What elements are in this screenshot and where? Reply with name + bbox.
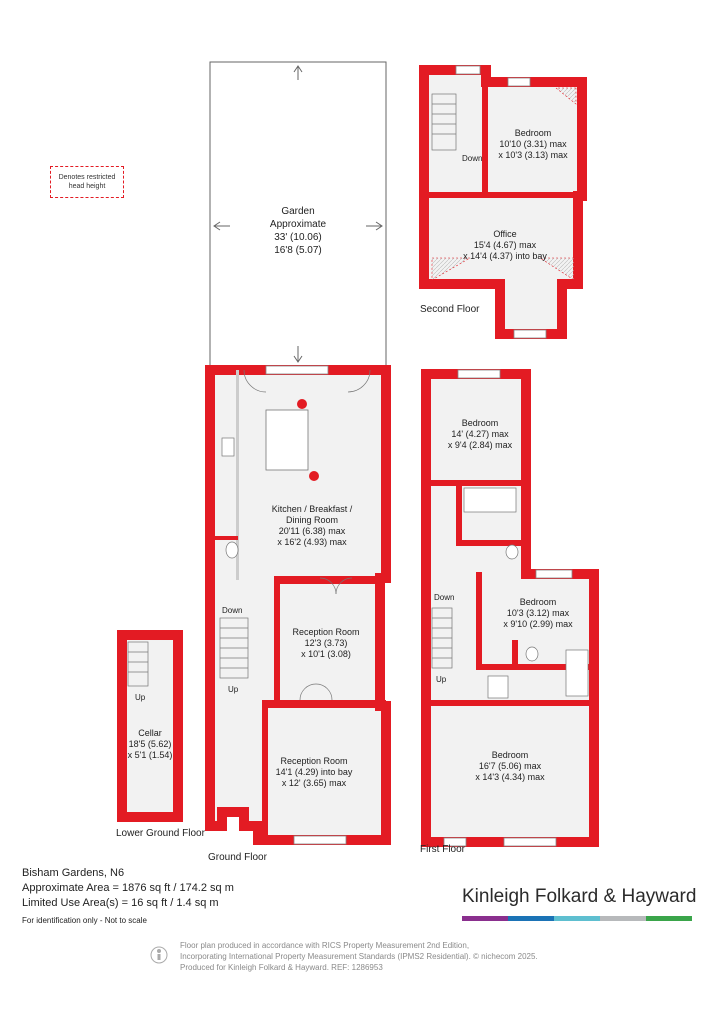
reception-room-2-label: Reception Room [280, 756, 348, 766]
reception-room-2-dim-2: x 12' (3.65) max [281, 778, 347, 788]
kitchen-dim-2: x 16'2 (4.93) max [277, 537, 347, 547]
legal-line-2: Incorporating International Property Measurement Standards (IPMS2 Residential). © nichecom 2025. [180, 952, 538, 961]
bedroom-3-dim-2: x 14'3 (4.34) max [475, 772, 545, 782]
window [458, 370, 500, 378]
first-floor-plan [420, 370, 594, 855]
bath [464, 488, 516, 512]
bedroom-1-dim-2: x 9'4 (2.84) max [447, 440, 513, 450]
limited-use-area: Limited Use Area(s) = 16 sq ft / 1.4 sq m [22, 897, 219, 909]
identification-note: For identification only - Not to scale [22, 916, 147, 925]
first-floor-label: First Floor [420, 844, 465, 855]
reception-room-1-dim-2: x 10'1 (3.08) [301, 649, 351, 659]
bedroom-2-dim-1: 10'3 (3.12) max [506, 608, 570, 618]
bedroom-2-dim-2: x 9'10 (2.99) max [503, 619, 573, 629]
person-icon [150, 942, 168, 968]
stairs-down-label: Down [462, 154, 483, 163]
bath [566, 650, 588, 696]
office-dim-2: x 14'4 (4.37) into bay [463, 251, 547, 261]
approximate-area: Approximate Area = 1876 sq ft / 174.2 sq m [22, 882, 234, 894]
bedroom-3-dim-1: 16'7 (5.06) max [478, 761, 542, 771]
brand-bar-segment [554, 916, 600, 921]
reception-room-1-dim-1: 12'3 (3.73) [304, 638, 348, 648]
bay-window [294, 836, 346, 844]
hob [222, 438, 234, 456]
kitchen-island [266, 410, 308, 470]
garden-qualifier: Approximate [269, 219, 327, 230]
cellar-dim-1: 18'5 (5.62) [128, 739, 172, 749]
window [456, 66, 480, 74]
bay-window [514, 330, 546, 338]
property-summary [22, 866, 234, 928]
ground-floor-plan [208, 366, 386, 863]
kitchen-label: Kitchen / Breakfast / [271, 504, 353, 514]
garden-dim-1: 33' (10.06) [274, 232, 322, 243]
garden [210, 62, 386, 370]
window [536, 570, 572, 578]
reception-room-1-label: Reception Room [292, 627, 360, 637]
stairs-up-label: Up [436, 675, 447, 684]
stairs-up-label: Up [228, 685, 239, 694]
legal-line-3: Produced for Kinleigh Folkard & Hayward. REF: 1286953 [180, 963, 383, 972]
bedroom-3-label: Bedroom [491, 750, 529, 760]
agent-brand-name: Kinleigh Folkard & Hayward [462, 886, 697, 907]
toilet [526, 647, 538, 661]
kitchen-label-2: Dining Room [285, 515, 339, 525]
second-floor-plan [420, 66, 582, 338]
second-floor-bedroom-label: Bedroom [514, 128, 552, 138]
column-marker [297, 399, 307, 409]
reception-room-2-dim-1: 14'1 (4.29) into bay [275, 767, 353, 777]
cellar-label: Cellar [138, 728, 162, 738]
office-label: Office [493, 229, 517, 239]
brand-bar-segment [600, 916, 646, 921]
shower [488, 676, 508, 698]
brand-color-bar [462, 916, 692, 921]
bedroom-1-label: Bedroom [461, 418, 499, 428]
legend-text-1: Denotes restricted [58, 174, 116, 181]
toilet [506, 545, 518, 559]
window [266, 366, 328, 374]
toilet [226, 542, 238, 558]
cellar-up-label: Up [135, 693, 146, 702]
brand-bar-segment [646, 916, 692, 921]
column-marker [309, 471, 319, 481]
address: Bisham Gardens, N6 [22, 867, 125, 879]
legal-disclaimer [180, 940, 538, 973]
stairs-down-label: Down [434, 593, 455, 602]
bay-window [504, 838, 556, 846]
garden-name: Garden [281, 206, 315, 217]
second-floor-bedroom-dim-2: x 10'3 (3.13) max [498, 150, 568, 160]
legal-line-1: Floor plan produced in accordance with RICS Property Measurement 2nd Edition, [180, 941, 470, 950]
legend-text-2: head height [68, 183, 106, 190]
lower-ground-floor-label: Lower Ground Floor [116, 828, 205, 839]
bedroom-1-dim-1: 14' (4.27) max [451, 429, 509, 439]
bedroom-2-label: Bedroom [519, 597, 557, 607]
brand-bar-segment [508, 916, 554, 921]
garden-dim-2: 16'8 (5.07) [274, 245, 322, 256]
window [508, 78, 530, 86]
kitchen-dim-1: 20'11 (6.38) max [278, 526, 346, 536]
stairs-down-label: Down [222, 606, 243, 615]
office-dim-1: 15'4 (4.67) max [473, 240, 537, 250]
ground-floor-label: Ground Floor [208, 852, 267, 863]
brand-bar-segment [462, 916, 508, 921]
second-floor-bedroom-dim-1: 10'10 (3.31) max [499, 139, 567, 149]
second-floor-label: Second Floor [420, 304, 480, 315]
lower-ground-floor-plan [116, 635, 206, 839]
cellar-dim-2: x 5'1 (1.54) [127, 750, 173, 760]
